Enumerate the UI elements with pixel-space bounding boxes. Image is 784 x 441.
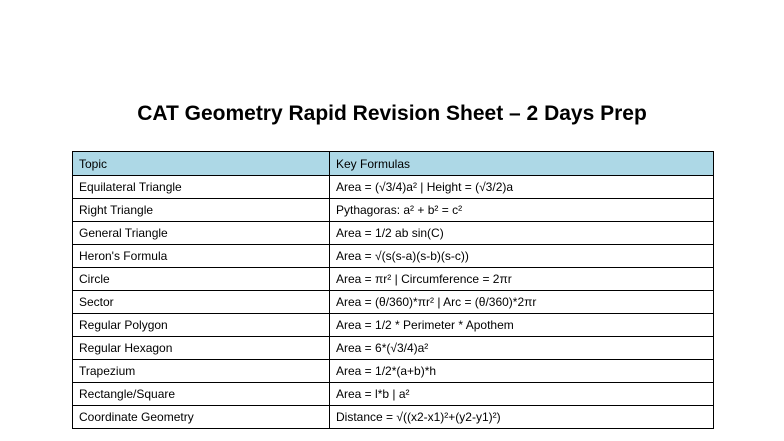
table-row — [73, 314, 714, 337]
topic-cell: Regular Polygon — [73, 314, 330, 337]
formula-cell: Area = (θ/360)*πr² | Arc = (θ/360)*2πr — [330, 291, 714, 314]
formula-cell: Area = √(s(s-a)(s-b)(s-c)) — [330, 245, 714, 268]
table-row — [73, 268, 714, 291]
formula-cell: Area = πr² | Circumference = 2πr — [330, 268, 714, 291]
topic-cell: Rectangle/Square — [73, 383, 330, 406]
page-title: CAT Geometry Rapid Revision Sheet – 2 Days Prep — [137, 102, 647, 125]
topic-cell: Sector — [73, 291, 330, 314]
column-header-key-formulas: Key Formulas — [330, 152, 714, 176]
topic-cell: Right Triangle — [73, 199, 330, 222]
formula-cell: Area = 6*(√3/4)a² — [330, 337, 714, 360]
table-row — [73, 360, 714, 383]
topic-cell: General Triangle — [73, 222, 330, 245]
formula-cell: Area = 1/2*(a+b)*h — [330, 360, 714, 383]
table-row — [73, 337, 714, 360]
column-header-topic: Topic — [73, 152, 330, 176]
table-row — [73, 291, 714, 314]
formula-cell: Area = (√3/4)a² | Height = (√3/2)a — [330, 176, 714, 199]
table-row — [73, 222, 714, 245]
topic-cell: Equilateral Triangle — [73, 176, 330, 199]
formula-cell: Area = 1/2 * Perimeter * Apothem — [330, 314, 714, 337]
formula-table — [72, 151, 714, 429]
topic-cell: Heron's Formula — [73, 245, 330, 268]
formula-cell: Area = l*b | a² — [330, 383, 714, 406]
formula-cell: Area = 1/2 ab sin(C) — [330, 222, 714, 245]
topic-cell: Coordinate Geometry — [73, 406, 330, 429]
table-row — [73, 406, 714, 429]
table-header-row — [73, 152, 714, 176]
topic-cell: Regular Hexagon — [73, 337, 330, 360]
formula-cell: Distance = √((x2-x1)²+(y2-y1)²) — [330, 406, 714, 429]
table-row — [73, 176, 714, 199]
topic-cell: Circle — [73, 268, 330, 291]
table-row — [73, 383, 714, 406]
topic-cell: Trapezium — [73, 360, 330, 383]
formula-cell: Pythagoras: a² + b² = c² — [330, 199, 714, 222]
table-row — [73, 199, 714, 222]
table-row — [73, 245, 714, 268]
